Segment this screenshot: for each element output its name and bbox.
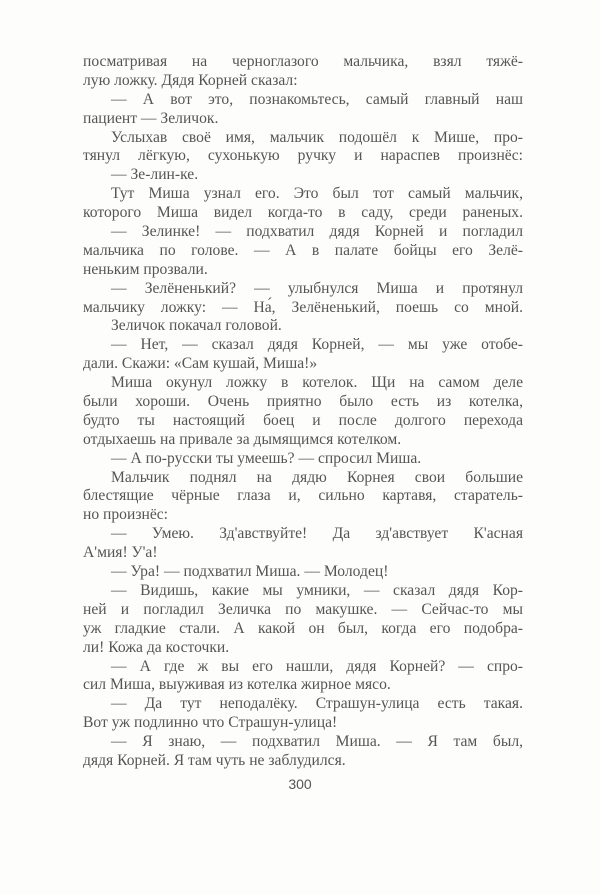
text-line: — Зелинке! — подхватил дядя Корней и погладил [111,223,523,241]
text-line: мальчика по голове. — А в палате бойцы его Зелё- [83,241,523,259]
text-line: — Нет, — сказал дядя Корней, — мы уже отобе- [111,336,523,354]
text-line: тянул лёгкую, сухонькую ручку и нараспев произнёс: [83,147,523,165]
text-line: отдыхаешь на привале за дымящимся котелком. [83,430,402,448]
text-line: — А где ж вы его нашли, дядя Корней? — спро- [111,657,523,675]
text-line: дали. Скажи: «Сам кушай, Миша!» [83,355,318,373]
text-line: — Умею. Зд'авствуйте! Да зд'авствует К'асная [111,525,523,543]
text-line: Мальчик поднял на дядю Корнея свои большие [111,468,523,486]
text-line: дядя Корней. Я там чуть не заблудился. [83,751,346,769]
text-line: Миша окунул ложку в котелок. Щи на самом деле [111,374,523,392]
text-line: — А по-русски ты умеешь? — спросил Миша. [111,449,422,467]
text-line: но произнёс: [83,506,169,524]
text-line: будто ты настоящий боец и после долгого перехода [83,411,523,429]
text-line: — Я знаю, — подхватил Миша. — Я там был, [111,733,523,751]
text-line: — Видишь, какие мы умники, — сказал дядя Кор- [111,581,523,599]
text-line: А'мия! У'а! [83,544,158,562]
text-line: ли! Кожа да косточки. [83,638,230,656]
text-line: посматривая на черноглазого мальчика, взял тяжё- [83,53,523,70]
text-line: — Зелёненький? — улыбнулся Миша и протянул [111,279,523,297]
text-line: лую ложку. Дядя Корней сказал: [83,71,298,89]
page-number: 300 [288,776,312,792]
text-line: ней и погладил Зеличка по макушке. — Сейчас-то мы [83,600,523,618]
text-line: были хороши. Очень приятно было есть из котелка, [83,393,523,411]
book-page-text [83,53,523,771]
text-line: — А вот это, познакомьтесь, самый главный наш [111,90,523,108]
text-line: — Ура! — подхватил Миша. — Молодец! [111,563,389,581]
text-line: — Да тут неподалёку. Страшун-улица есть такая. [111,695,523,713]
text-line: Вот уж подлинно что Страшун-улица! [83,714,338,732]
text-line: которого Миша видел когда-то в саду, среди раненых. [83,204,523,222]
text-line: блестящие чёрные глаза и, сильно картавя, старатель- [83,487,523,505]
text-line: — Зе-лин-ке. [111,166,199,184]
text-line: уж гладкие стали. А какой он был, когда его подобра- [83,619,523,637]
text-line: сил Миша, выуживая из котелка жирное мясо. [83,676,391,694]
text-line: неньким прозвали. [83,260,208,278]
text-line: пациент — Зеличок. [83,109,219,127]
text-line: Тут Миша узнал его. Это был тот самый мальчик, [111,185,523,203]
text-line: Зеличок покачал головой. [111,317,282,335]
text-line: мальчику ложку: — На́, Зелёненький, поешь со мной. [83,298,523,316]
text-line: Услыхав своё имя, мальчик подошёл к Мише, про- [111,128,523,146]
